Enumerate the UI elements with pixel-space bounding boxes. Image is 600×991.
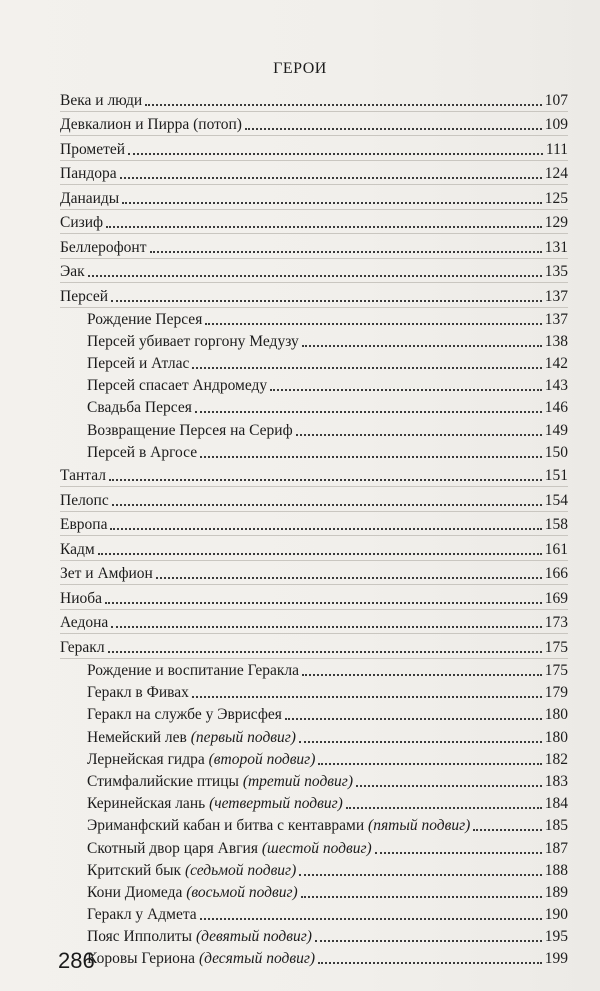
entry-separator bbox=[60, 160, 568, 161]
dot-leader bbox=[156, 576, 542, 579]
entry-title bbox=[87, 398, 192, 417]
toc-subentry bbox=[60, 835, 568, 857]
dot-leader bbox=[346, 806, 542, 809]
entry-note: (первый подвиг) bbox=[190, 728, 296, 746]
entry-page-number: 137 bbox=[544, 310, 568, 328]
entry-title-text: Рождение и воспитание Геракла bbox=[87, 662, 300, 679]
entry-page-number: 166 bbox=[544, 565, 568, 583]
entry-page-number: 109 bbox=[544, 116, 568, 133]
entry-title bbox=[60, 115, 242, 134]
entry-separator bbox=[60, 233, 568, 234]
dot-leader bbox=[301, 895, 542, 898]
toc-entry bbox=[60, 282, 568, 307]
entry-title-text: Персей спасает Андромеду bbox=[87, 377, 268, 395]
entry-title-text: Персей и Атлас bbox=[87, 355, 190, 373]
toc-subentry bbox=[60, 902, 568, 924]
dot-leader bbox=[245, 127, 542, 130]
entry-note: (седьмой подвиг) bbox=[184, 861, 297, 879]
dot-leader bbox=[299, 740, 542, 743]
entry-page-number: 189 bbox=[544, 883, 568, 901]
dot-leader bbox=[285, 717, 542, 720]
entry-separator bbox=[60, 658, 568, 659]
entry-note: (десятый подвиг) bbox=[198, 950, 316, 968]
dot-leader bbox=[192, 695, 542, 698]
entry-page-number: 180 bbox=[544, 706, 568, 724]
entry-title bbox=[87, 794, 343, 813]
entry-separator bbox=[60, 209, 568, 210]
entry-separator bbox=[60, 486, 568, 487]
entry-title-text: Девкалион и Пирра (потоп) bbox=[60, 116, 242, 133]
entry-title-text: Кадм bbox=[60, 540, 95, 558]
entry-title-text: Геракл в Фивах bbox=[87, 684, 189, 702]
entry-page-number: 125 bbox=[544, 189, 568, 207]
entry-title-text: Геракл bbox=[60, 638, 105, 656]
entry-page-number: 124 bbox=[544, 165, 568, 182]
toc-subentry bbox=[60, 307, 568, 329]
toc-subentry bbox=[60, 658, 568, 680]
entry-title bbox=[60, 638, 105, 657]
dot-leader bbox=[299, 873, 541, 876]
entry-note: (пятый подвиг) bbox=[368, 817, 471, 835]
entry-title-text: Пандора bbox=[60, 165, 117, 182]
entry-separator bbox=[60, 111, 568, 112]
dot-leader bbox=[145, 103, 542, 106]
entry-page-number: 111 bbox=[545, 140, 568, 158]
entry-title-text: Критский бык bbox=[87, 861, 185, 879]
entry-page-number: 154 bbox=[544, 491, 568, 509]
entry-separator bbox=[60, 633, 568, 634]
dot-leader bbox=[200, 455, 542, 458]
entry-page-number: 138 bbox=[544, 332, 568, 350]
entry-title bbox=[60, 466, 106, 485]
entry-title-text: Геракл на службе у Эврисфея bbox=[87, 706, 282, 724]
dot-leader bbox=[98, 552, 542, 555]
entry-page-number: 175 bbox=[544, 662, 568, 679]
entry-separator bbox=[60, 584, 568, 585]
dot-leader bbox=[200, 917, 542, 920]
entry-page-number: 199 bbox=[544, 950, 568, 968]
entry-title bbox=[87, 661, 299, 680]
entry-page-number: 135 bbox=[544, 263, 568, 280]
entry-title bbox=[60, 189, 119, 208]
page-number: 286 bbox=[58, 948, 95, 973]
entry-title bbox=[60, 287, 108, 306]
entry-title-text: Эак bbox=[60, 263, 85, 280]
entry-separator bbox=[60, 535, 568, 536]
entry-page-number: 185 bbox=[544, 817, 568, 835]
entry-title bbox=[87, 949, 315, 968]
toc-subentry bbox=[60, 373, 568, 395]
dot-leader bbox=[112, 503, 542, 506]
entry-note: (девятый подвиг) bbox=[195, 928, 312, 946]
entry-title bbox=[60, 91, 142, 110]
entry-title-text: Коровы Гериона bbox=[87, 950, 199, 968]
dot-leader bbox=[111, 299, 542, 302]
entry-title-text: Скотный двор царя Авгия bbox=[87, 839, 262, 857]
toc-subentry bbox=[60, 924, 568, 946]
entry-title bbox=[87, 927, 312, 946]
entry-title bbox=[60, 238, 147, 257]
entry-title-text: Геракл у Адмета bbox=[87, 906, 197, 924]
entry-page-number: 150 bbox=[544, 443, 568, 461]
entry-page-number: 187 bbox=[544, 839, 568, 857]
table-of-contents bbox=[60, 86, 568, 968]
entry-title-text: Пелопс bbox=[60, 491, 109, 509]
entry-page-number: 182 bbox=[544, 750, 568, 768]
entry-separator bbox=[60, 560, 568, 561]
entry-title-text: Европа bbox=[60, 516, 108, 534]
toc-entry bbox=[60, 160, 568, 185]
toc-entry bbox=[60, 584, 568, 609]
entry-title bbox=[87, 421, 293, 440]
toc-entry bbox=[60, 184, 568, 209]
entry-title bbox=[87, 772, 353, 791]
entry-page-number: 190 bbox=[544, 906, 568, 924]
entry-separator bbox=[60, 282, 568, 283]
dot-leader bbox=[120, 176, 542, 179]
entry-title-text: Данаиды bbox=[60, 189, 120, 207]
entry-page-number: 143 bbox=[544, 377, 568, 395]
toc-subentry bbox=[60, 702, 568, 724]
entry-title-text: Беллерофонт bbox=[60, 238, 147, 256]
dot-leader bbox=[356, 784, 542, 787]
entry-title bbox=[87, 750, 315, 769]
entry-page-number: 184 bbox=[544, 795, 568, 813]
entry-title bbox=[60, 213, 103, 232]
entry-separator bbox=[60, 258, 568, 259]
toc-entry bbox=[60, 560, 568, 585]
dot-leader bbox=[302, 673, 542, 676]
entry-title-text: Возвращение Персея на Сериф bbox=[87, 421, 293, 439]
dot-leader bbox=[302, 344, 542, 347]
entry-title bbox=[87, 905, 197, 924]
dot-leader bbox=[108, 650, 542, 653]
dot-leader bbox=[122, 201, 542, 204]
toc-entry bbox=[60, 609, 568, 634]
toc-entry bbox=[60, 233, 568, 258]
entry-page-number: 129 bbox=[544, 214, 568, 231]
entry-page-number: 188 bbox=[544, 861, 568, 879]
entry-page-number: 131 bbox=[544, 238, 568, 256]
toc-subentry bbox=[60, 417, 568, 439]
entry-title-text: Тантал bbox=[60, 467, 106, 485]
entry-note: (третий подвиг) bbox=[242, 772, 353, 790]
toc-entry bbox=[60, 111, 568, 136]
toc-entry bbox=[60, 633, 568, 658]
toc-subentry bbox=[60, 351, 568, 373]
toc-entry bbox=[60, 535, 568, 560]
entry-page-number: 107 bbox=[544, 91, 568, 109]
dot-leader bbox=[150, 250, 542, 253]
entry-page-number: 149 bbox=[544, 421, 568, 439]
entry-title bbox=[60, 564, 153, 583]
entry-title-text: Персей bbox=[60, 287, 109, 305]
entry-title bbox=[87, 816, 470, 835]
entry-title bbox=[60, 589, 102, 608]
toc-subentry bbox=[60, 769, 568, 791]
dot-leader bbox=[195, 410, 542, 413]
entry-page-number: 183 bbox=[544, 772, 568, 790]
toc-entry bbox=[60, 462, 568, 487]
dot-leader bbox=[270, 388, 542, 391]
toc-subentry bbox=[60, 946, 568, 968]
entry-page-number: 137 bbox=[544, 287, 568, 305]
entry-title bbox=[87, 683, 189, 702]
entry-title-text: Эриманфский кабан и битва с кентаврами bbox=[87, 817, 369, 835]
entry-title-text: Сизиф bbox=[60, 214, 104, 231]
entry-note: (восьмой подвиг) bbox=[186, 883, 298, 901]
entry-title-text: Немейский лев bbox=[87, 728, 191, 746]
toc-subentry bbox=[60, 395, 568, 417]
dot-leader bbox=[296, 433, 542, 436]
dot-leader bbox=[192, 366, 541, 369]
entry-page-number: 175 bbox=[544, 638, 568, 656]
dot-leader bbox=[109, 478, 542, 481]
entry-title bbox=[60, 491, 109, 510]
entry-note: (шестой подвиг) bbox=[261, 839, 372, 857]
entry-separator bbox=[60, 609, 568, 610]
toc-subentry bbox=[60, 680, 568, 702]
toc-subentry bbox=[60, 858, 568, 880]
dot-leader bbox=[110, 527, 541, 530]
entry-title-text: Ниоба bbox=[60, 589, 103, 607]
toc-subentry bbox=[60, 724, 568, 746]
section-title: ГЕРОИ bbox=[273, 60, 327, 77]
entry-title bbox=[60, 515, 107, 534]
entry-title-text: Стимфалийские птицы bbox=[87, 772, 243, 790]
dot-leader bbox=[128, 152, 543, 155]
toc-entry bbox=[60, 135, 568, 160]
entry-title bbox=[87, 354, 189, 373]
entry-title-text: Века и люди bbox=[60, 91, 143, 109]
toc-entry bbox=[60, 511, 568, 536]
entry-page-number: 142 bbox=[544, 355, 568, 373]
toc-subentry bbox=[60, 791, 568, 813]
toc-subentry bbox=[60, 440, 568, 462]
entry-title bbox=[87, 443, 197, 462]
entry-page-number: 169 bbox=[544, 589, 568, 607]
entry-title-text: Персей в Аргосе bbox=[87, 443, 198, 461]
dot-leader bbox=[205, 322, 541, 325]
entry-title-text: Керинейская лань bbox=[87, 795, 210, 813]
entry-title bbox=[87, 705, 282, 724]
entry-title-text: Рождение Персея bbox=[87, 310, 203, 328]
dot-leader bbox=[88, 274, 542, 277]
entry-page-number: 161 bbox=[544, 540, 568, 558]
toc-entry bbox=[60, 486, 568, 511]
entry-title-text: Персей убивает горгону Медузу bbox=[87, 332, 299, 350]
entry-separator bbox=[60, 307, 568, 308]
toc-entry bbox=[60, 209, 568, 234]
toc-entry bbox=[60, 258, 568, 283]
entry-title bbox=[87, 883, 298, 902]
entry-title-text: Пояс Ипполиты bbox=[87, 928, 196, 946]
entry-separator bbox=[60, 135, 568, 136]
entry-title bbox=[60, 540, 95, 559]
entry-note: (четвертый подвиг) bbox=[209, 795, 343, 813]
entry-page-number: 158 bbox=[544, 516, 568, 534]
entry-title bbox=[87, 310, 202, 329]
entry-title bbox=[60, 262, 85, 281]
dot-leader bbox=[318, 961, 542, 964]
entry-page-number: 179 bbox=[544, 684, 568, 702]
entry-title bbox=[60, 140, 125, 159]
entry-title-text: Зет и Амфион bbox=[60, 565, 153, 583]
toc-subentry bbox=[60, 747, 568, 769]
entry-separator bbox=[60, 184, 568, 185]
dot-leader bbox=[315, 939, 542, 942]
entry-title bbox=[60, 164, 117, 183]
dot-leader bbox=[473, 828, 541, 831]
toc-subentry bbox=[60, 813, 568, 835]
entry-separator bbox=[60, 511, 568, 512]
entry-title-text: Лернейская гидра bbox=[87, 750, 209, 768]
dot-leader bbox=[106, 225, 542, 228]
entry-title-text: Аедона bbox=[60, 614, 109, 632]
entry-title bbox=[60, 613, 108, 632]
entry-title bbox=[87, 332, 299, 351]
toc-entry bbox=[60, 86, 568, 111]
entry-title bbox=[87, 861, 296, 880]
entry-page-number: 146 bbox=[544, 399, 568, 417]
entry-title-text: Прометей bbox=[60, 140, 126, 158]
entry-title bbox=[87, 728, 296, 747]
dot-leader bbox=[375, 851, 542, 854]
entry-page-number: 173 bbox=[544, 614, 568, 632]
dot-leader bbox=[111, 625, 541, 628]
entry-page-number: 195 bbox=[544, 928, 568, 946]
dot-leader bbox=[318, 762, 541, 765]
entry-title bbox=[87, 839, 372, 858]
entry-title bbox=[87, 376, 267, 395]
entry-note: (второй подвиг) bbox=[208, 750, 316, 768]
entry-title-text: Свадьба Персея bbox=[87, 399, 192, 417]
dot-leader bbox=[105, 601, 542, 604]
toc-subentry bbox=[60, 880, 568, 902]
entry-page-number: 151 bbox=[544, 467, 568, 485]
toc-subentry bbox=[60, 329, 568, 351]
entry-title-text: Кони Диомеда bbox=[87, 883, 187, 901]
entry-page-number: 180 bbox=[544, 728, 568, 746]
